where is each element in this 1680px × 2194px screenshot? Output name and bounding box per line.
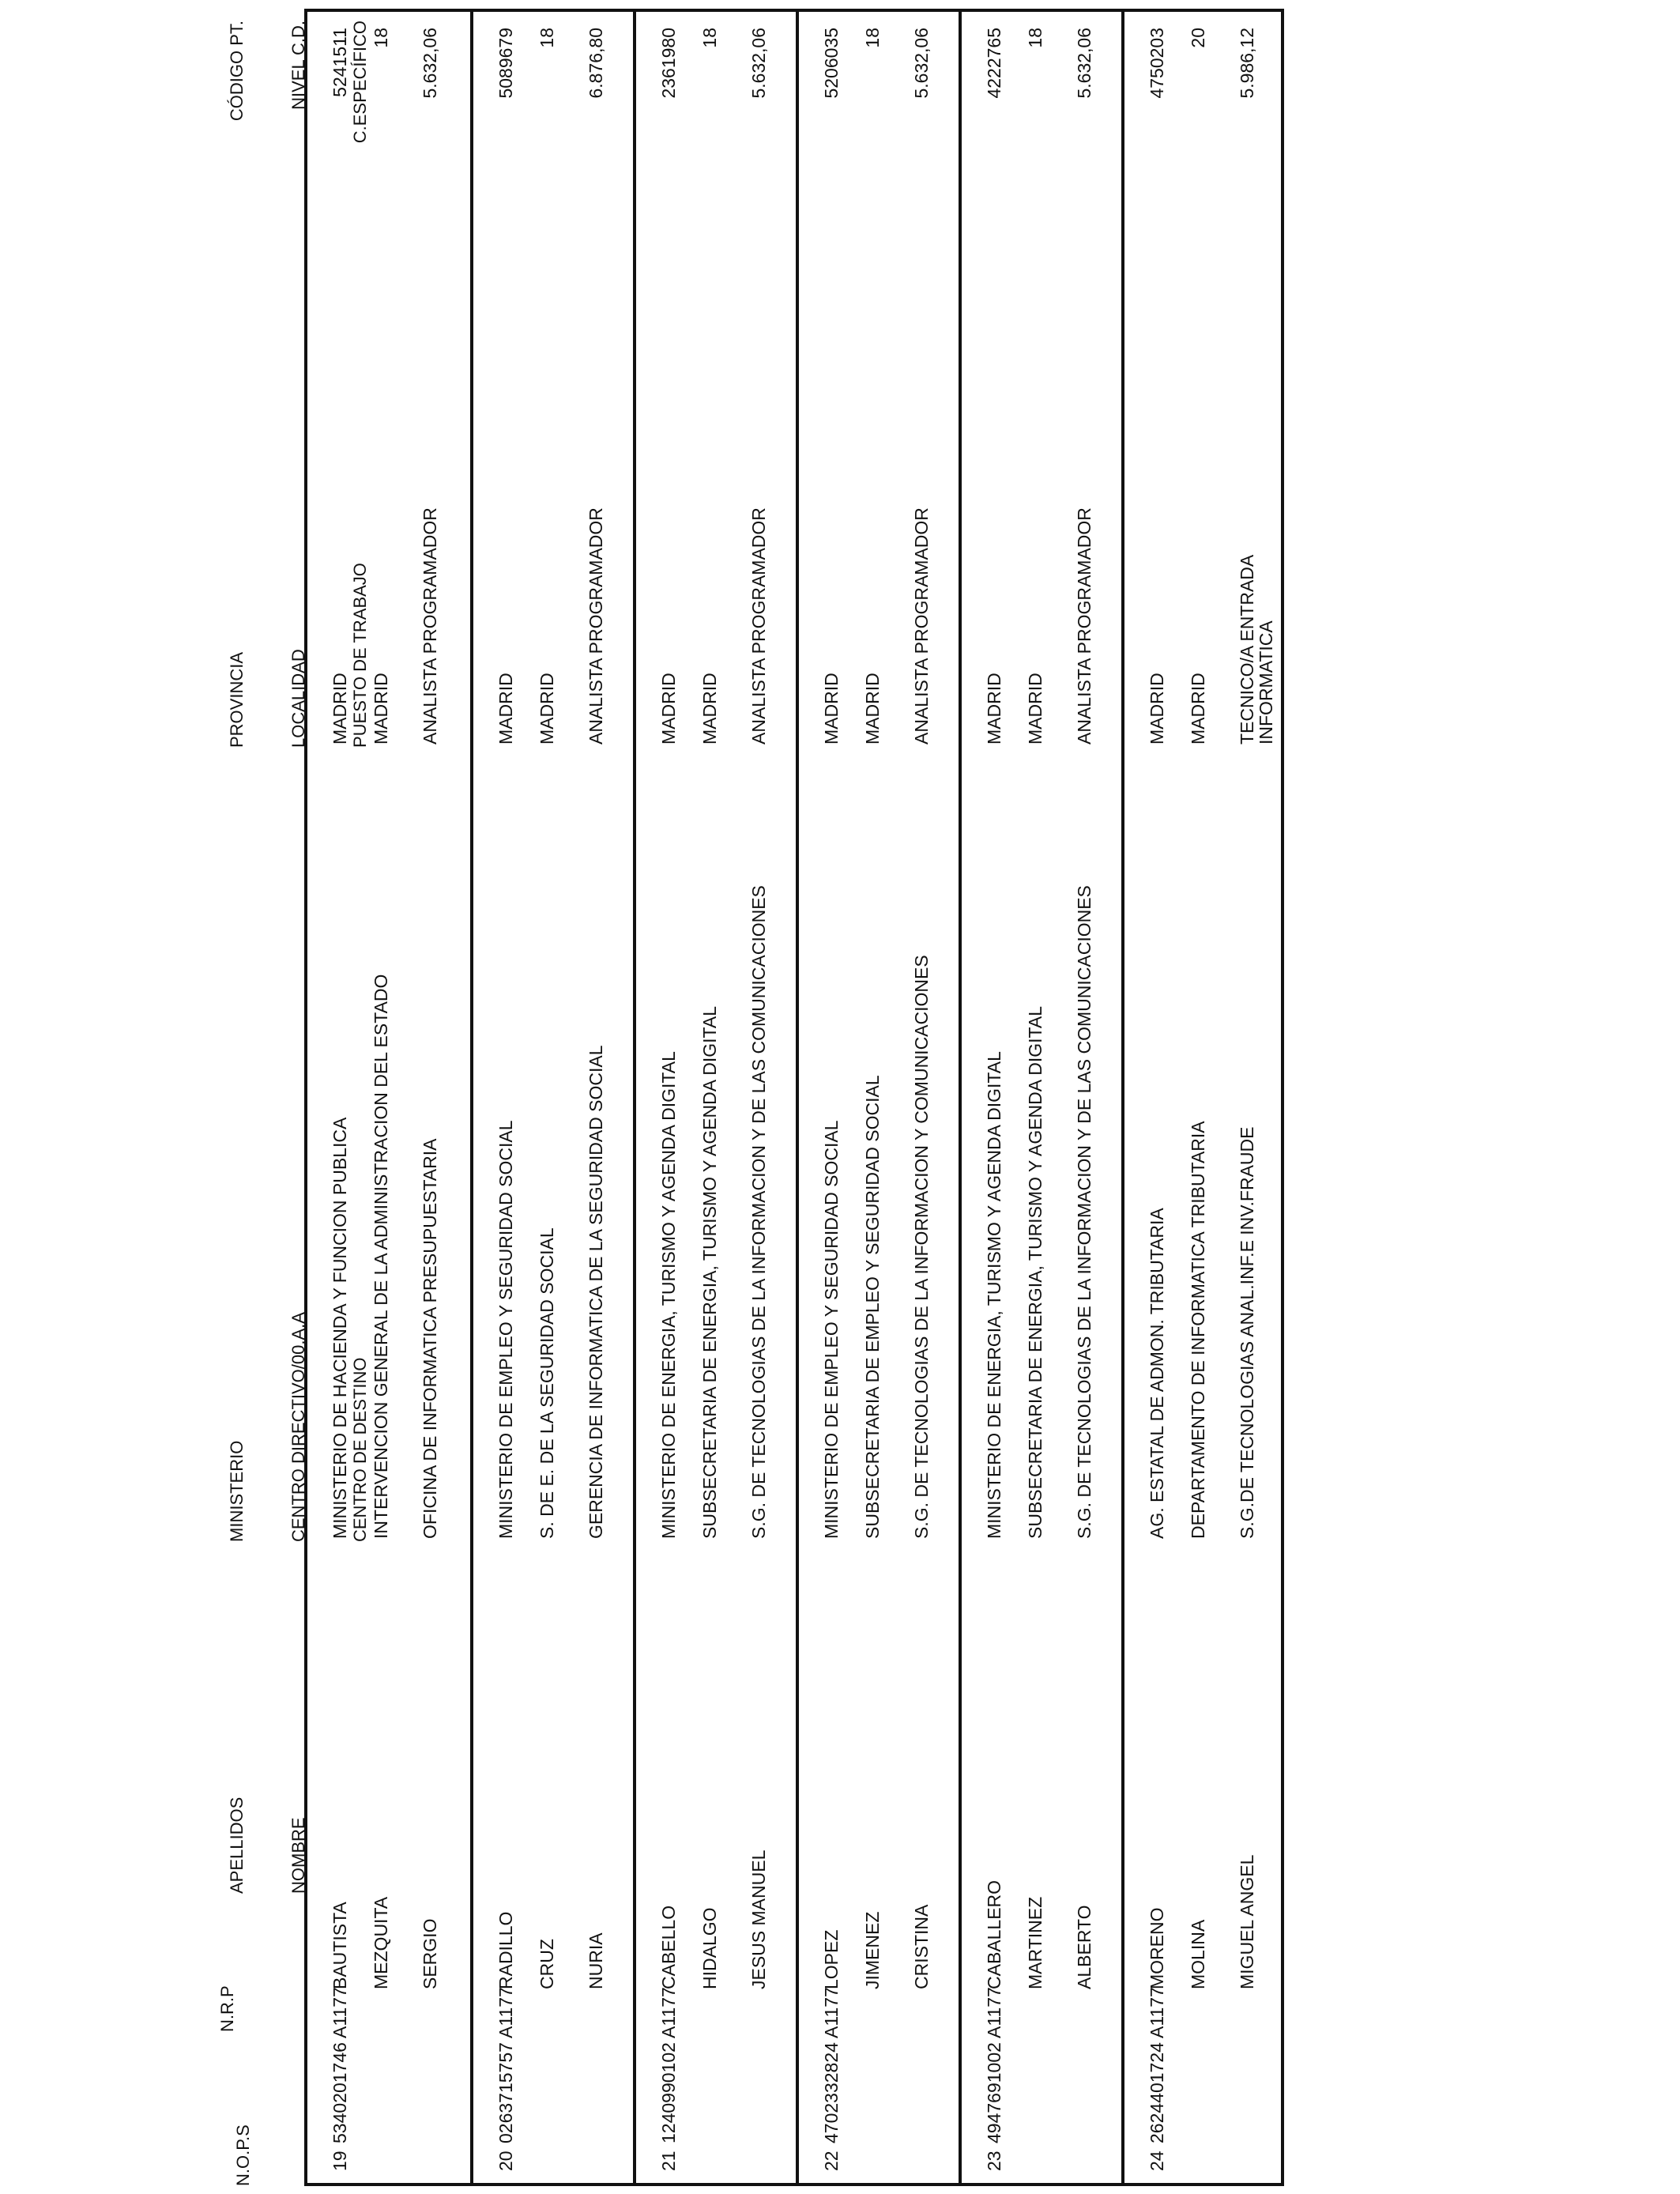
record-nops: 23 <box>984 2151 1004 2171</box>
record-ministerio: MINISTERIO DE HACIENDA Y FUNCION PUBLICA <box>330 1117 350 1539</box>
header-ministerio-label: MINISTERIO <box>227 1440 247 1542</box>
record-nops: 24 <box>1147 2151 1167 2171</box>
header-especifico-label: C.ESPECÍFICO <box>350 21 370 144</box>
record-ministerio: MINISTERIO DE ENERGIA, TURISMO Y AGENDA DIGITAL <box>984 1051 1004 1539</box>
record-provincia: MADRID <box>658 673 679 745</box>
record-puesto: ANALISTA PROGRAMADOR <box>586 507 606 745</box>
header-provincia-label: PROVINCIA <box>227 651 247 748</box>
table-row <box>470 12 636 2183</box>
record-apellido-1: CABELLO <box>658 1905 679 1989</box>
record-apellido-1: CABALLERO <box>984 1879 1004 1989</box>
record-nombre: MIGUEL ANGEL <box>1237 1854 1257 1989</box>
header-nops-label: N.O.P.S <box>233 2124 253 2186</box>
record-nops: 20 <box>495 2151 516 2171</box>
header-nrp <box>217 1985 238 2032</box>
record-puesto: ANALISTA PROGRAMADOR <box>1074 507 1094 745</box>
record-apellido-2: JIMENEZ <box>862 1911 883 1989</box>
record-nivel: 18 <box>699 28 720 48</box>
records-table <box>304 9 1284 2186</box>
record-codigo: 5241511 <box>330 28 350 97</box>
record-apellido-2: MOLINA <box>1188 1919 1208 1989</box>
record-ministerio: MINISTERIO DE EMPLEO Y SEGURIDAD SOCIAL <box>495 1120 516 1539</box>
record-centro-directivo: DEPARTAMENTO DE INFORMATICA TRIBUTARIA <box>1188 1121 1208 1539</box>
record-especifico: 5.632,06 <box>748 28 769 99</box>
table-row <box>307 12 470 2183</box>
record-provincia: MADRID <box>1147 673 1167 745</box>
record-centro-destino: S.G. DE TECNOLOGIAS DE LA INFORMACION Y COMUNICACIONES <box>911 955 932 1539</box>
record-ministerio: AG. ESTATAL DE ADMON. TRIBUTARIA <box>1147 1208 1167 1539</box>
header-centro-destino-label: CENTRO DE DESTINO <box>350 1357 370 1542</box>
record-puesto: ANALISTA PROGRAMADOR <box>748 507 769 745</box>
record-centro-directivo: S. DE E. DE LA SEGURIDAD SOCIAL <box>537 1227 557 1539</box>
record-especifico: 5.986,12 <box>1237 28 1257 99</box>
header-centro-directivo-label: CENTRO DIRECTIVO/00.A.A <box>288 1312 308 1542</box>
record-codigo: 4222765 <box>984 28 1004 99</box>
record-nombre: JESUS MANUEL <box>748 1849 769 1989</box>
record-nrp: 5340201746 A1177 <box>330 1987 350 2143</box>
header-nops <box>233 2124 254 2186</box>
record-apellido-2: CRUZ <box>537 1939 557 1989</box>
header-puesto-label: PUESTO DE TRABAJO <box>350 563 370 748</box>
record-codigo: 5089679 <box>495 28 516 99</box>
header-nivel-label: NIVEL C.D. <box>288 21 308 110</box>
record-localidad: MADRID <box>371 673 391 745</box>
record-apellido-1: LOPEZ <box>821 1929 842 1989</box>
record-nrp: 1240990102 A1177 <box>658 1987 679 2143</box>
record-puesto: TECNICO/A ENTRADA <box>1237 554 1257 745</box>
record-apellido-1: RADILLO <box>495 1911 516 1989</box>
table-row <box>1121 12 1287 2183</box>
record-nrp: 0263715757 A1177 <box>495 1987 516 2143</box>
record-localidad: MADRID <box>862 673 883 745</box>
record-centro-destino: S.G. DE TECNOLOGIAS DE LA INFORMACION Y DE LAS COMUNICACIONES <box>1074 885 1094 1539</box>
record-nombre: ALBERTO <box>1074 1905 1094 1989</box>
table-row <box>633 12 799 2183</box>
record-ministerio: MINISTERIO DE ENERGIA, TURISMO Y AGENDA DIGITAL <box>658 1051 679 1539</box>
record-puesto-2: INFORMATICA <box>1256 620 1276 745</box>
record-nrp: 4947691002 A1177 <box>984 1987 1004 2143</box>
record-provincia: MADRID <box>330 673 350 745</box>
record-apellido-1: MORENO <box>1147 1907 1167 1989</box>
record-nrp: 2624401724 A1177 <box>1147 1987 1167 2143</box>
record-centro-directivo: INTERVENCION GENERAL DE LA ADMINISTRACION DEL ESTADO <box>371 974 391 1539</box>
record-apellido-2: MARTINEZ <box>1025 1896 1045 1989</box>
record-nops: 19 <box>330 2151 350 2171</box>
record-apellido-2: HIDALGO <box>699 1907 720 1989</box>
record-nombre: CRISTINA <box>911 1904 932 1989</box>
record-codigo: 5206035 <box>821 28 842 99</box>
record-ministerio: MINISTERIO DE EMPLEO Y SEGURIDAD SOCIAL <box>821 1120 842 1539</box>
header-apellidos-label: APELLIDOS <box>227 1796 247 1894</box>
record-nombre: SERGIO <box>420 1918 440 1989</box>
record-provincia: MADRID <box>495 673 516 745</box>
record-centro-destino: OFICINA DE INFORMATICA PRESUPUESTARIA <box>420 1138 440 1539</box>
record-nivel: 18 <box>1025 28 1045 48</box>
record-puesto: ANALISTA PROGRAMADOR <box>420 507 440 745</box>
record-centro-directivo: SUBSECRETARIA DE ENERGIA, TURISMO Y AGENDA DIGITAL <box>1025 1006 1045 1539</box>
table-row <box>959 12 1124 2183</box>
record-especifico: 6.876,80 <box>586 28 606 99</box>
record-localidad: MADRID <box>1025 673 1045 745</box>
record-centro-destino: GERENCIA DE INFORMATICA DE LA SEGURIDAD SOCIAL <box>586 1045 606 1539</box>
record-nivel: 18 <box>537 28 557 48</box>
record-nops: 22 <box>821 2151 842 2171</box>
record-codigo: 2361980 <box>658 28 679 99</box>
header-localidad-label: LOCALIDAD <box>288 649 308 748</box>
record-nivel: 20 <box>1188 28 1208 48</box>
record-nivel: 18 <box>371 28 391 48</box>
record-nops: 21 <box>658 2151 679 2171</box>
record-centro-destino: S.G.DE TECNOLOGIAS ANAL.INF.E INV.FRAUDE <box>1237 1126 1257 1539</box>
record-centro-directivo: SUBSECRETARIA DE EMPLEO Y SEGURIDAD SOCIAL <box>862 1075 883 1539</box>
record-provincia: MADRID <box>984 673 1004 745</box>
record-nrp: 4702332824 A1177 <box>821 1987 842 2143</box>
header-nrp-label: N.R.P <box>217 1985 237 2032</box>
record-especifico: 5.632,06 <box>420 28 440 99</box>
record-localidad: MADRID <box>699 673 720 745</box>
header-nombre-label: NOMBRE <box>288 1817 308 1894</box>
table-row <box>796 12 962 2183</box>
record-centro-directivo: SUBSECRETARIA DE ENERGIA, TURISMO Y AGENDA DIGITAL <box>699 1006 720 1539</box>
record-puesto: ANALISTA PROGRAMADOR <box>911 507 932 745</box>
record-codigo: 4750203 <box>1147 28 1167 99</box>
record-centro-destino: S.G. DE TECNOLOGIAS DE LA INFORMACION Y DE LAS COMUNICACIONES <box>748 885 769 1539</box>
record-localidad: MADRID <box>1188 673 1208 745</box>
record-especifico: 5.632,06 <box>911 28 932 99</box>
record-especifico: 5.632,06 <box>1074 28 1094 99</box>
record-localidad: MADRID <box>537 673 557 745</box>
record-apellido-1: BAUTISTA <box>330 1902 350 1989</box>
record-nombre: NURIA <box>586 1932 606 1989</box>
header-codigo-label: CÓDIGO PT. <box>227 21 247 122</box>
record-provincia: MADRID <box>821 673 842 745</box>
record-apellido-2: MEZQUITA <box>371 1896 391 1989</box>
record-nivel: 18 <box>862 28 883 48</box>
